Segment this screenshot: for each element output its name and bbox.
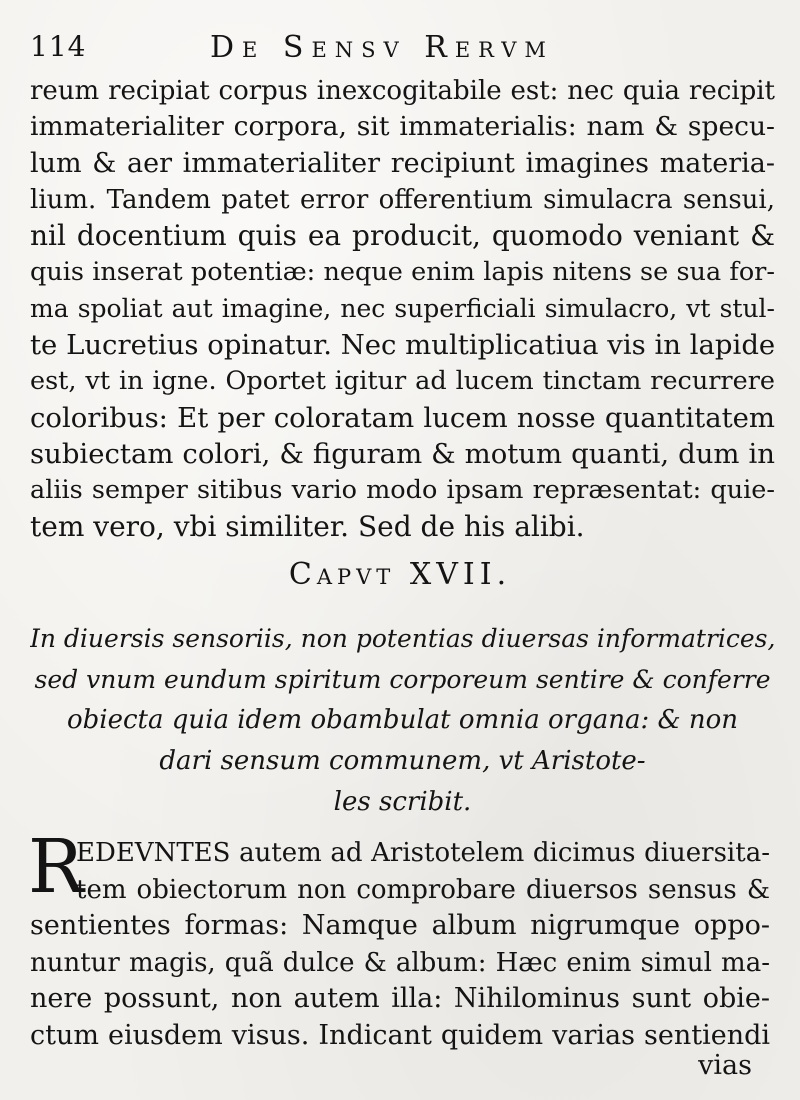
summary-line: les scribit. [333, 787, 472, 817]
summary-line: sed vnum eundum spiritum corporeum sentire & conferre [34, 665, 771, 694]
text-line: nil docentium quis ea producit, quomodo veniant & [30, 219, 775, 253]
text-line: tem vero, vbi similiter. Sed de his alibi. [30, 509, 585, 543]
chapter-summary [30, 618, 775, 823]
drop-cap-initial: R [28, 824, 84, 910]
text-line: nere possunt, non autem illa: Nihilominus sunt obie- [30, 983, 770, 1014]
summary-line: obiecta quia idem obambulat omnia organa: & non [66, 705, 739, 735]
text-line: coloribus: Et per coloratam lucem nosse quantitatem [30, 401, 775, 434]
page-header [30, 30, 770, 70]
text-line: te Lucretius opinatur. Nec multiplicatiua vis in lapide [30, 329, 775, 362]
chapter-title: Capvt XVII. [288, 557, 512, 592]
text-line: lum & aer immaterialiter recipiunt imagines materia- [30, 147, 775, 179]
running-head: De Sensv Rervm [210, 30, 554, 65]
summary-line: In diuersis sensoriis, non potentias diuersas informatrices, [30, 624, 775, 653]
text-line: ctum eiusdem visus. Indicant quidem varias sentiendi [30, 1019, 770, 1051]
page-number: 114 [30, 30, 87, 63]
text-line: reum recipiat corpus inexcogitabile est: nec quia recipit [30, 76, 775, 106]
summary-line: dari sensum communem, vt Aristote- [159, 746, 646, 776]
paragraph-1 [30, 73, 775, 545]
text-line: immaterialiter corpora, sit immaterialis: nam & specu- [30, 111, 775, 143]
text-line: ma spoliat aut imagine, nec superficiali simulacro, vt stul- [30, 293, 775, 323]
text-line: est, vt in igne. Oportet igitur ad lucem tinctam recurrere [30, 366, 775, 397]
text-line: lium. Tandem patet error offerentium simulacra sensui, [30, 184, 775, 215]
text-line: subiectam colori, & figuram & motum quanti, dum in [30, 437, 775, 470]
text-line: sentientes formas: Namque album nigrumque oppo- [30, 910, 770, 941]
text-line: nuntur magis, quã dulce & album: Hæc enim simul ma- [30, 947, 770, 978]
text-line: tem obiectorum non comprobare diuersos sensus & [76, 874, 770, 905]
catchword: vias [698, 1050, 752, 1081]
text-line: EDEVNTES autem ad Aristotelem dicimus diuersita- [76, 838, 770, 868]
paragraph-2 [30, 835, 770, 1054]
text-line: aliis semper sitibus vario modo ipsam repræsentat: quie- [30, 475, 775, 506]
text-line: quis inserat potentiæ: neque enim lapis nitens se sua for- [30, 257, 775, 288]
